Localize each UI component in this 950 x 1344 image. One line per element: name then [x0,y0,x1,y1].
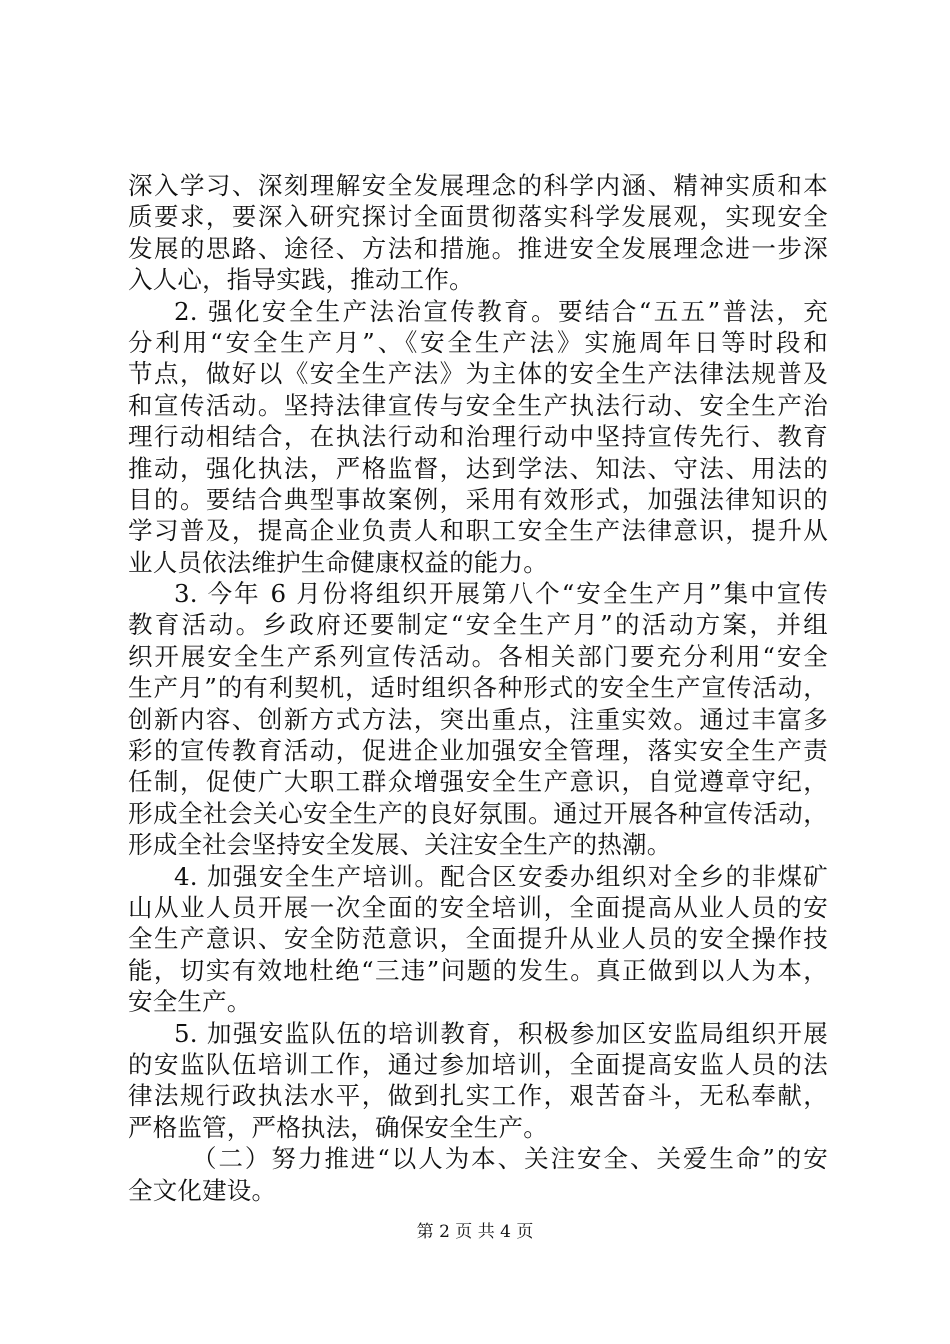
text-line: 节点，做好以《安全生产法》为主体的安全生产法律法规普及 [128,359,828,389]
text-line: 安全生产。 [128,987,252,1017]
text-line: 学习普及，提高企业负责人和职工安全生产法律意识，提升从 [128,516,828,546]
page-footer: 第 2 页 共 4 页 [416,1222,534,1242]
text-line: 推动，强化执法，严格监督，达到学法、知法、守法、用法的 [128,453,828,483]
text-line: 4. 加强安全生产培训。配合区安委办组织对全乡的非煤矿 [174,861,828,891]
text-line: 3. 今年 6 月份将组织开展第八个“安全生产月”集中宣传 [174,579,828,609]
text-line: 业人员依法维护生命健康权益的能力。 [128,547,548,577]
text-line: 能，切实有效地杜绝“三违”问题的发生。真正做到以人为本， [128,955,828,985]
text-line: （二）努力推进“以人为本、关注安全、关爱生命”的安 [192,1144,828,1174]
text-line: 深入学习、深刻理解安全发展理念的科学内涵、精神实质和本 [128,171,828,200]
text-line: 目的。要结合典型事故案例，采用有效形式，加强法律知识的 [128,484,828,514]
text-line: 分利用“安全生产月”、《安全生产法》实施周年日等时段和 [128,327,828,357]
text-line: 质要求，要深入研究探讨全面贯彻落实科学发展观，实现安全 [128,202,828,232]
text-line: 彩的宣传教育活动，促进企业加强安全管理，落实安全生产责 [128,736,828,766]
text-line: 2. 强化安全生产法治宣传教育。要结合“五五”普法，充 [174,296,828,326]
text-line: 全生产意识、安全防范意识，全面提升从业人员的安全操作技 [128,924,828,954]
text-line: 全文化建设。 [128,1175,277,1205]
text-line: 创新内容、创新方式方法，突出重点，注重实效。通过丰富多 [128,704,828,734]
text-line: 入人心，指导实践，推动工作。 [128,265,474,295]
text-line: 形成全社会坚持安全发展、关注安全生产的热潮。 [128,830,672,860]
text-line: 5. 加强安监队伍的培训教育，积极参加区安监局组织开展 [174,1018,828,1048]
text-line: 律法规行政执法水平，做到扎实工作，艰苦奋斗，无私奉献， [128,1081,828,1111]
text-line: 形成全社会关心安全生产的良好氛围。通过开展各种宣传活动， [128,798,828,828]
text-line: 理行动相结合，在执法行动和治理行动中坚持宣传先行、教育 [128,422,828,452]
text-line: 严格监管，严格执法，确保安全生产。 [128,1112,548,1142]
document-body [128,170,828,1206]
text-line: 山从业人员开展一次全面的安全培训，全面提高从业人员的安 [128,892,828,922]
text-line: 的安监队伍培训工作，通过参加培训，全面提高安监人员的法 [128,1049,828,1079]
text-line: 任制，促使广大职工群众增强安全生产意识，自觉遵章守纪， [128,767,828,797]
text-line: 教育活动。乡政府还要制定“安全生产月”的活动方案，并组 [128,610,828,640]
text-line: 和宣传活动。坚持法律宣传与安全生产执法行动、安全生产治 [128,390,828,420]
text-line: 生产月”的有利契机，适时组织各种形式的安全生产宣传活动， [128,673,828,703]
text-line: 织开展安全生产系列宣传活动。各相关部门要充分利用“安全 [128,641,828,671]
text-line: 发展的思路、途径、方法和措施。推进安全发展理念进一步深 [128,233,828,263]
